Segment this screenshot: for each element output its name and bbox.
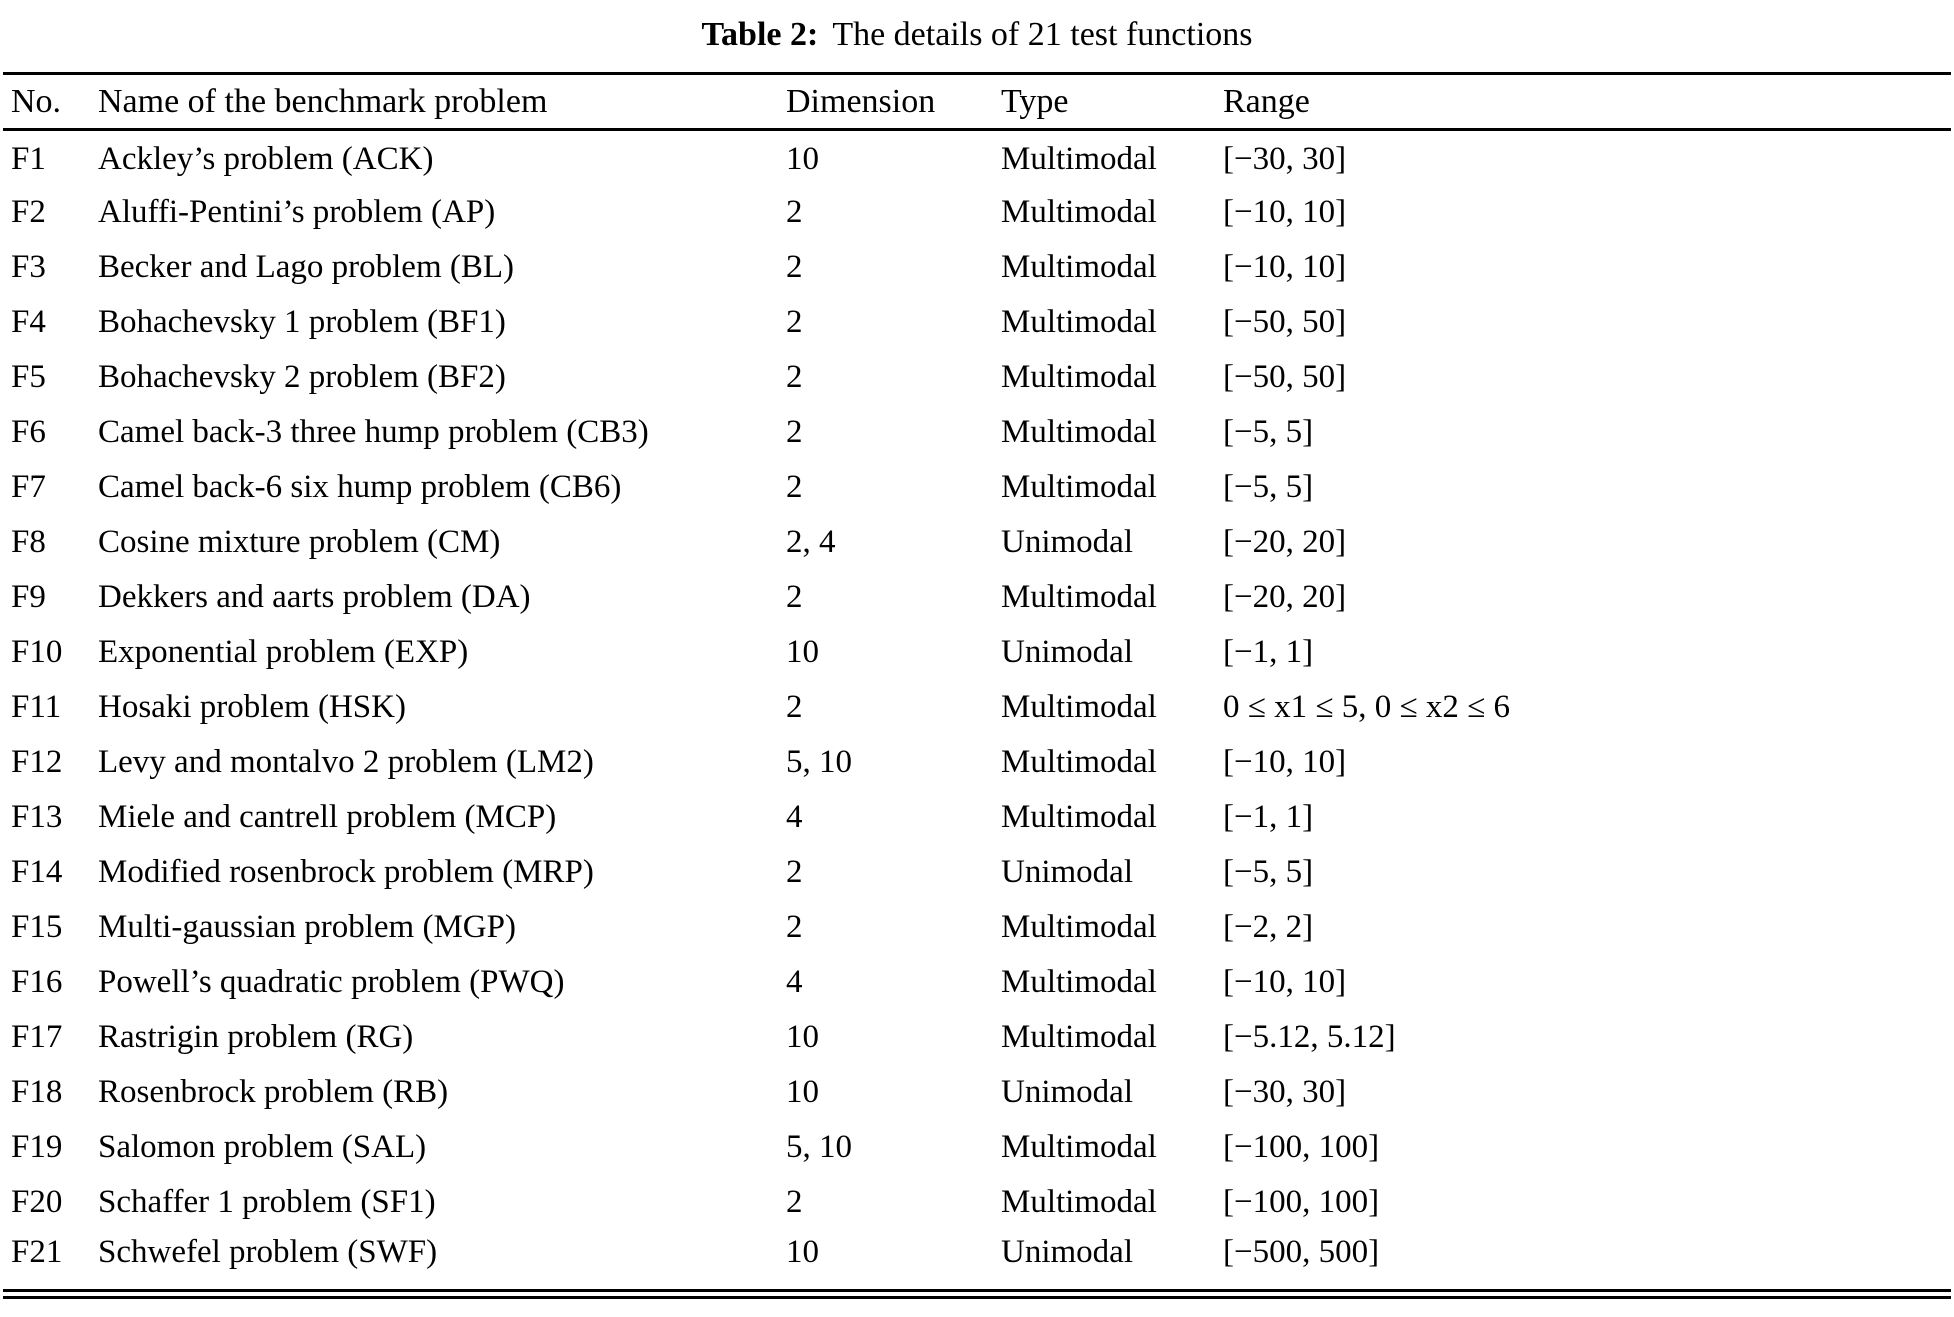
cell-range: [−50, 50] [1223,358,1347,395]
table-row [3,295,1951,350]
table-row [3,955,1951,1010]
table-row [3,1010,1951,1065]
cell-no: F6 [11,413,46,450]
cell-dimension: 4 [786,963,803,1000]
cell-dimension: 5, 10 [786,1128,852,1165]
table-row [3,240,1951,295]
cell-range: [−20, 20] [1223,523,1347,560]
cell-name: Powell’s quadratic problem (PWQ) [98,963,565,1000]
cell-no: F4 [11,303,46,340]
cell-type: Unimodal [1001,1073,1133,1110]
cell-name: Multi-gaussian problem (MGP) [98,908,516,945]
cell-type: Multimodal [1001,963,1157,1000]
cell-no: F18 [11,1073,63,1110]
cell-name: Salomon problem (SAL) [98,1128,427,1165]
cell-type: Unimodal [1001,1233,1133,1270]
col-header-name: Name of the benchmark problem [98,74,786,130]
cell-type: Unimodal [1001,523,1133,560]
cell-name: Levy and montalvo 2 problem (LM2) [98,743,594,780]
cell-type: Multimodal [1001,303,1157,340]
table-header [3,74,1951,130]
col-header-dimension: Dimension [786,74,1001,130]
cell-name: Becker and Lago problem (BL) [98,248,515,285]
cell-name: Ackley’s problem (ACK) [98,141,434,178]
cell-type: Multimodal [1001,743,1157,780]
table-caption [3,14,1951,56]
table-row [3,680,1951,735]
cell-dimension: 2 [786,578,803,615]
cell-no: F17 [11,1018,63,1055]
cell-range: [−50, 50] [1223,303,1347,340]
cell-type: Unimodal [1001,853,1133,890]
table-bottom-rule [3,1289,1951,1299]
cell-dimension: 2, 4 [786,523,836,560]
table-row [3,790,1951,845]
cell-dimension: 2 [786,688,803,725]
table-row [3,350,1951,405]
cell-no: F5 [11,358,46,395]
cell-no: F10 [11,633,63,670]
cell-no: F21 [11,1233,63,1270]
cell-type: Multimodal [1001,358,1157,395]
cell-name: Rosenbrock problem (RB) [98,1073,449,1110]
cell-name: Rastrigin problem (RG) [98,1018,414,1055]
cell-type: Multimodal [1001,193,1157,230]
cell-name: Aluffi-Pentini’s problem (AP) [98,193,496,230]
table-row [3,185,1951,240]
cell-type: Multimodal [1001,578,1157,615]
cell-range: [−30, 30] [1223,141,1347,178]
cell-dimension: 4 [786,798,803,835]
cell-range: [−10, 10] [1223,963,1347,1000]
cell-type: Multimodal [1001,908,1157,945]
cell-range: [−500, 500] [1223,1233,1380,1270]
cell-range: [−10, 10] [1223,743,1347,780]
cell-no: F12 [11,743,63,780]
table-row [3,405,1951,460]
cell-no: F16 [11,963,63,1000]
table-row [3,735,1951,790]
cell-dimension: 2 [786,1183,803,1220]
cell-name: Camel back-6 six hump problem (CB6) [98,468,622,505]
cell-range: [−2, 2] [1223,908,1314,945]
table-row [3,1230,1951,1285]
table-row [3,130,1951,185]
col-header-range: Range [1223,74,1951,130]
cell-dimension: 2 [786,853,803,890]
col-header-no: No. [3,74,98,130]
cell-dimension: 2 [786,468,803,505]
cell-no: F9 [11,578,46,615]
cell-range: [−5, 5] [1223,853,1314,890]
cell-range: [−5, 5] [1223,468,1314,505]
cell-name: Bohachevsky 2 problem (BF2) [98,358,506,395]
cell-no: F7 [11,468,46,505]
cell-dimension: 10 [786,633,819,670]
cell-name: Miele and cantrell problem (MCP) [98,798,557,835]
cell-dimension: 2 [786,248,803,285]
cell-no: F11 [11,688,62,725]
cell-range: [−5.12, 5.12] [1223,1018,1396,1055]
cell-range: [−20, 20] [1223,578,1347,615]
cell-no: F19 [11,1128,63,1165]
cell-type: Multimodal [1001,1128,1157,1165]
cell-name: Modified rosenbrock problem (MRP) [98,853,594,890]
cell-dimension: 2 [786,193,803,230]
cell-name: Exponential problem (EXP) [98,633,469,670]
cell-type: Multimodal [1001,1018,1157,1055]
table-caption-label: Table 2: [701,16,819,53]
cell-name: Dekkers and aarts problem (DA) [98,578,531,615]
cell-range: [−10, 10] [1223,248,1347,285]
cell-dimension: 2 [786,413,803,450]
cell-no: F14 [11,853,63,890]
cell-range: 0 ≤ x1 ≤ 5, 0 ≤ x2 ≤ 6 [1223,688,1510,725]
table-row [3,1120,1951,1175]
table-row [3,515,1951,570]
cell-type: Multimodal [1001,468,1157,505]
table-body [3,130,1951,1285]
cell-name: Bohachevsky 1 problem (BF1) [98,303,506,340]
table-row [3,570,1951,625]
cell-dimension: 2 [786,908,803,945]
cell-name: Schwefel problem (SWF) [98,1233,438,1270]
cell-no: F20 [11,1183,63,1220]
cell-range: [−10, 10] [1223,193,1347,230]
table-row [3,845,1951,900]
cell-name: Camel back-3 three hump problem (CB3) [98,413,649,450]
cell-name: Cosine mixture problem (CM) [98,523,501,560]
cell-no: F8 [11,523,46,560]
cell-dimension: 10 [786,1018,819,1055]
cell-type: Multimodal [1001,798,1157,835]
cell-range: [−30, 30] [1223,1073,1347,1110]
cell-no: F15 [11,908,63,945]
cell-dimension: 10 [786,141,819,178]
cell-dimension: 10 [786,1233,819,1270]
table-row [3,625,1951,680]
col-header-type: Type [1001,74,1223,130]
table-row [3,900,1951,955]
cell-type: Unimodal [1001,633,1133,670]
table-row [3,1175,1951,1230]
cell-name: Schaffer 1 problem (SF1) [98,1183,436,1220]
cell-type: Multimodal [1001,688,1157,725]
cell-no: F2 [11,193,46,230]
cell-dimension: 2 [786,358,803,395]
cell-range: [−1, 1] [1223,798,1314,835]
cell-dimension: 10 [786,1073,819,1110]
table-row [3,1065,1951,1120]
test-functions-table [3,72,1951,1285]
cell-dimension: 5, 10 [786,743,852,780]
cell-no: F1 [11,141,46,178]
cell-type: Multimodal [1001,413,1157,450]
table-caption-text: The details of 21 test functions [832,16,1253,53]
cell-type: Multimodal [1001,1183,1157,1220]
cell-dimension: 2 [786,303,803,340]
header-row [3,74,1951,130]
cell-type: Multimodal [1001,248,1157,285]
cell-range: [−5, 5] [1223,413,1314,450]
cell-range: [−1, 1] [1223,633,1314,670]
cell-type: Multimodal [1001,141,1157,178]
cell-range: [−100, 100] [1223,1183,1380,1220]
cell-no: F13 [11,798,63,835]
cell-no: F3 [11,248,46,285]
table-row [3,460,1951,515]
cell-name: Hosaki problem (HSK) [98,688,406,725]
cell-range: [−100, 100] [1223,1128,1380,1165]
